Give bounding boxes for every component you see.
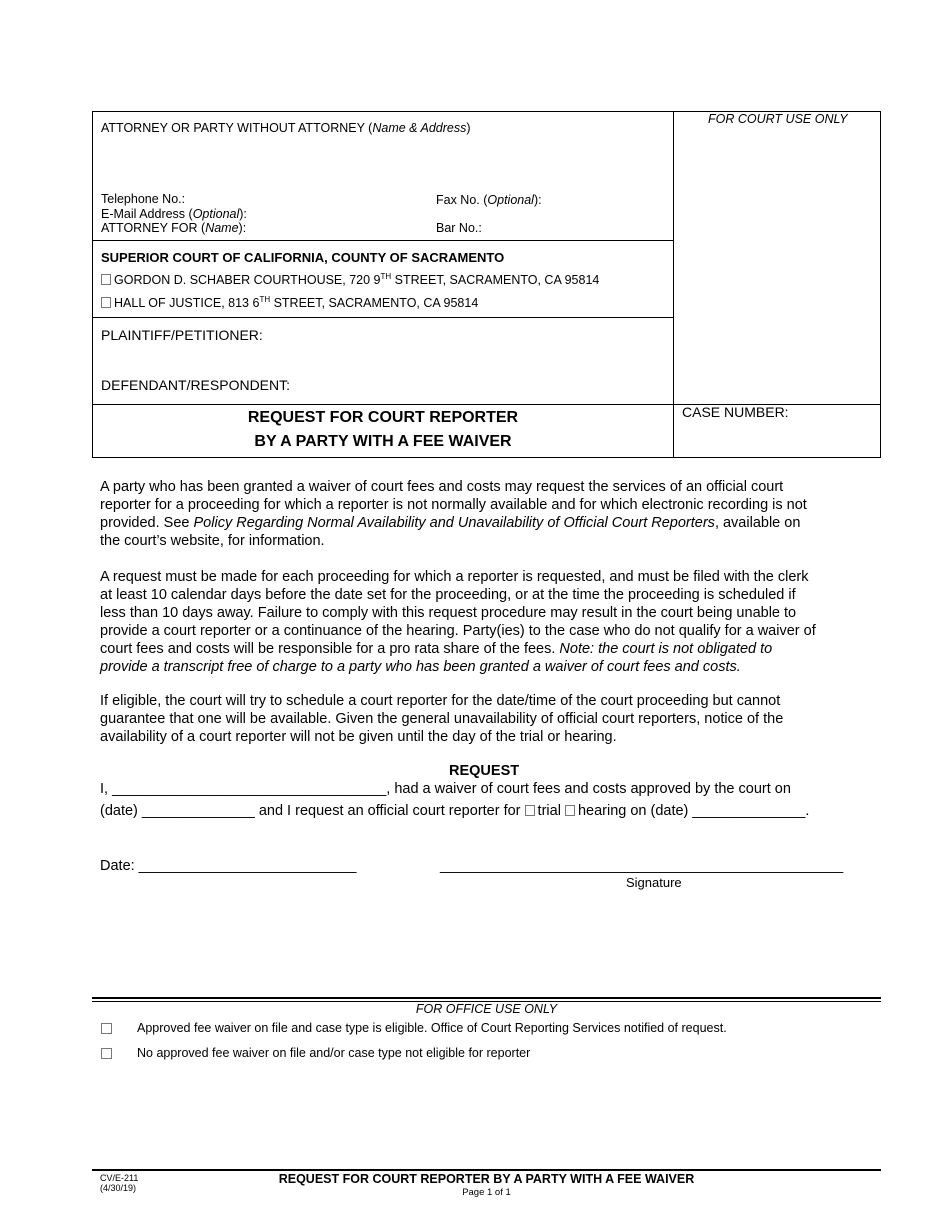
bar-no-label: Bar No.: bbox=[436, 221, 482, 235]
paragraph-3: If eligible, the court will try to schedule a court reporter for the date/time of the court proceeding but cannot guarantee that one will be available. Given the general unavailability of official court reporters, notice of the availability of a court reporter will not be given until the day of the trial or hearing. bbox=[100, 693, 784, 745]
signature-label: Signature bbox=[626, 875, 682, 890]
footer-title: REQUEST FOR COURT REPORTER BY A PARTY WITH A FEE WAIVER bbox=[278, 1172, 695, 1186]
form-title-line1: REQUEST FOR COURT REPORTER bbox=[247, 409, 519, 426]
office-use-heading: FOR OFFICE USE ONLY bbox=[415, 1002, 558, 1016]
paragraph-1: A party who has been granted a waiver of court fees and costs may request the services of an official court reporter for a proceeding for which a reporter is not normally available and for which electronic recording is not provided. See Policy Regarding Normal Availability and Unavailability of Official Court Reporters, available on the court’s website, for information. bbox=[100, 479, 807, 549]
signature-line[interactable]: __________________________________________________ bbox=[440, 858, 844, 874]
court-location-1: GORDON D. SCHABER COURTHOUSE, 720 9TH STREET, SACRAMENTO, CA 95814 bbox=[101, 273, 599, 287]
case-number-label: CASE NUMBER: bbox=[682, 404, 789, 420]
court-use-label: FOR COURT USE ONLY bbox=[708, 112, 848, 126]
attorney-for-label: ATTORNEY FOR (Name): bbox=[101, 221, 247, 235]
checkbox-hall-of-justice[interactable] bbox=[101, 297, 111, 308]
court-name: SUPERIOR COURT OF CALIFORNIA, COUNTY OF SACRAMENTO bbox=[101, 250, 505, 265]
email-label: E-Mail Address (Optional): bbox=[101, 207, 247, 221]
attorney-label: ATTORNEY OR PARTY WITHOUT ATTORNEY (Name & Address) bbox=[101, 121, 471, 135]
form-id: CV/E-211 (4/30/19) bbox=[100, 1173, 139, 1193]
office-option-2: No approved fee waiver on file and/or case type not eligible for reporter bbox=[137, 1046, 531, 1060]
office-checkbox-1[interactable] bbox=[101, 1023, 112, 1034]
page-number: Page 1 of 1 bbox=[462, 1187, 511, 1198]
paragraph-2: A request must be made for each proceeding for which a reporter is requested, and must be filed with the clerk at least 10 calendar days before the date set for the proceeding, or at the time the proceeding is scheduled if less than 10 days away. Failure to comply with this request procedure may result in the court being unable to provide a court reporter or a continuance of the hearing. Party(ies) to the case who do not qualify for a waiver of court fees and costs will be responsible for a pro rata share of the fees. Note: the court is not obligated to provide a transcript free of charge to a party who has been granted a waiver of court fees and costs. bbox=[100, 569, 816, 675]
court-location-2: HALL OF JUSTICE, 813 6TH STREET, SACRAMENTO, CA 95814 bbox=[101, 296, 478, 310]
checkbox-schaber[interactable] bbox=[101, 274, 111, 285]
checkbox-trial[interactable] bbox=[525, 805, 535, 816]
office-rule-top bbox=[92, 997, 881, 999]
fax-label: Fax No. (Optional): bbox=[436, 193, 542, 207]
office-checkbox-2[interactable] bbox=[101, 1048, 112, 1059]
request-line-1: I, __________________________________, had a waiver of court fees and costs approved by the court on bbox=[100, 781, 791, 797]
defendant-label: DEFENDANT/RESPONDENT: bbox=[101, 377, 291, 393]
request-heading: REQUEST bbox=[449, 763, 520, 779]
office-option-1: Approved fee waiver on file and case type is eligible. Office of Court Reporting Services notified of request. bbox=[137, 1021, 727, 1035]
telephone-label: Telephone No.: bbox=[101, 192, 186, 206]
checkbox-hearing[interactable] bbox=[565, 805, 575, 816]
plaintiff-label: PLAINTIFF/PETITIONER: bbox=[101, 327, 263, 343]
form-title-line2: BY A PARTY WITH A FEE WAIVER bbox=[254, 433, 512, 450]
footer-rule bbox=[92, 1169, 881, 1171]
request-line-2: (date) ______________ and I request an official court reporter for trial hearing on (date) ______________. bbox=[100, 803, 810, 819]
date-field[interactable]: Date: ___________________________ bbox=[100, 858, 357, 874]
